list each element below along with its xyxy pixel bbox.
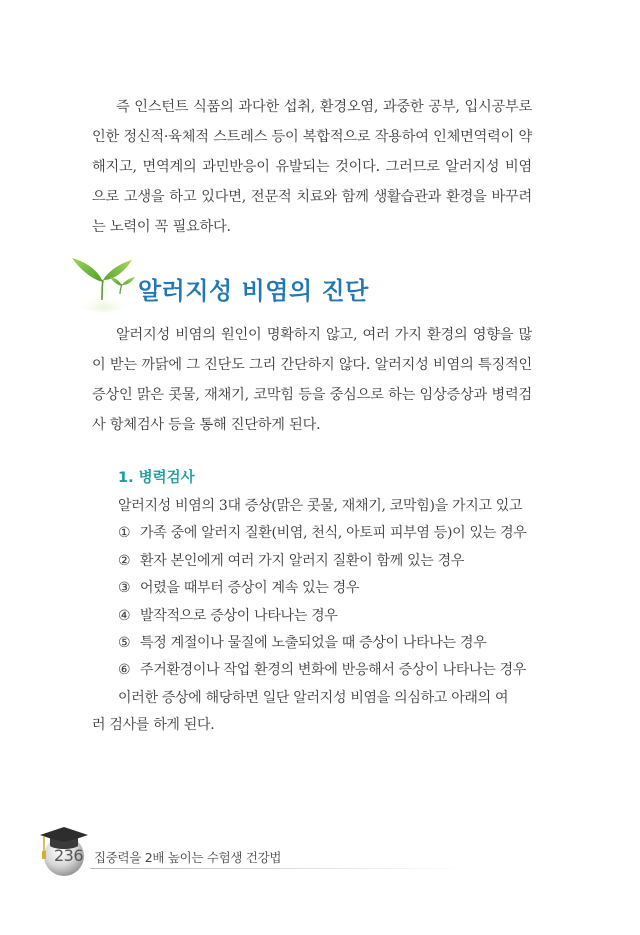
- list-item: [118, 657, 538, 684]
- list-item: [118, 575, 538, 602]
- list-item-marker: ①: [118, 525, 131, 542]
- page-footer: [32, 822, 452, 878]
- book-title: 집중력을 2배 높이는 수험생 건강법: [94, 850, 282, 865]
- list-item-marker: ③: [118, 580, 131, 597]
- intro-paragraph-text: 즉 인스턴트 식품의 과다한 섭취, 환경오염, 과중한 공부, 입시공부로 인한 정신적·육체적 스트레스 등이 복합적으로 작용하여 인체면역력이 약해지고, 면역계의 과민반응이 유발되는 것이다. 그러므로 알러지성 비염으로 고생을 하고 있다면, 전문적 치료와 함께 생활습관과 환경을 바꾸려는 노력이 꼭 필요하다.: [92, 99, 532, 235]
- list-item-marker: ②: [118, 552, 131, 569]
- footer-divider: [90, 868, 470, 869]
- intro-paragraph: [92, 92, 532, 242]
- list-item: [118, 520, 538, 547]
- section-paragraph: [92, 320, 532, 440]
- subsection-title: 1. 병력검사: [118, 470, 195, 486]
- list-item-text: 환자 본인에게 여러 가지 알러지 질환이 함께 있는 경우: [140, 552, 465, 569]
- list-item: [118, 603, 538, 630]
- list-item-text: 주거환경이나 작업 환경의 변화에 반응해서 증상이 나타나는 경우: [140, 662, 527, 679]
- list-item: [118, 548, 538, 575]
- list-item-marker: ⑥: [118, 662, 131, 679]
- list-item-text: 어렸을 때부터 증상이 계속 있는 경우: [140, 580, 360, 597]
- history-check-list: [92, 493, 538, 740]
- symptom-list: [118, 520, 538, 684]
- list-outro-line2: 러 검사를 하게 된다.: [92, 717, 215, 734]
- list-item-marker: ④: [118, 607, 131, 624]
- section-paragraph-text: 알러지성 비염의 원인이 명확하지 않고, 여러 가지 환경의 영향을 많이 받는 까닭에 그 진단도 그리 간단하지 않다. 알러지성 비염의 특징적인 증상인 맑은 콧물, 재채기, 코막힘 등을 중심으로 하는 임상증상과 병력검사 항체검사 등을 통해 진단하게 된다.: [92, 327, 532, 433]
- list-item-text: 발작적으로 증상이 나타나는 경우: [140, 607, 338, 624]
- page-number: 236: [54, 846, 84, 865]
- list-intro: 알러지성 비염의 3대 증상(맑은 콧물, 재채기, 코막힘)을 가지고 있고: [118, 498, 523, 514]
- list-item-marker: ⑤: [118, 635, 131, 652]
- list-item-text: 가족 중에 알러지 질환(비염, 천식, 아토피 피부염 등)이 있는 경우: [140, 525, 527, 542]
- list-item: [118, 630, 538, 657]
- list-outro-line1: 이러한 증상에 해당하면 일단 알러지성 비염을 의심하고 아래의 여: [118, 689, 509, 706]
- list-item-text: 특정 계절이나 물질에 노출되었을 때 증상이 나타나는 경우: [140, 635, 487, 652]
- sprout-icon: [68, 250, 138, 312]
- section-title: 알러지성 비염의 진단: [138, 277, 369, 305]
